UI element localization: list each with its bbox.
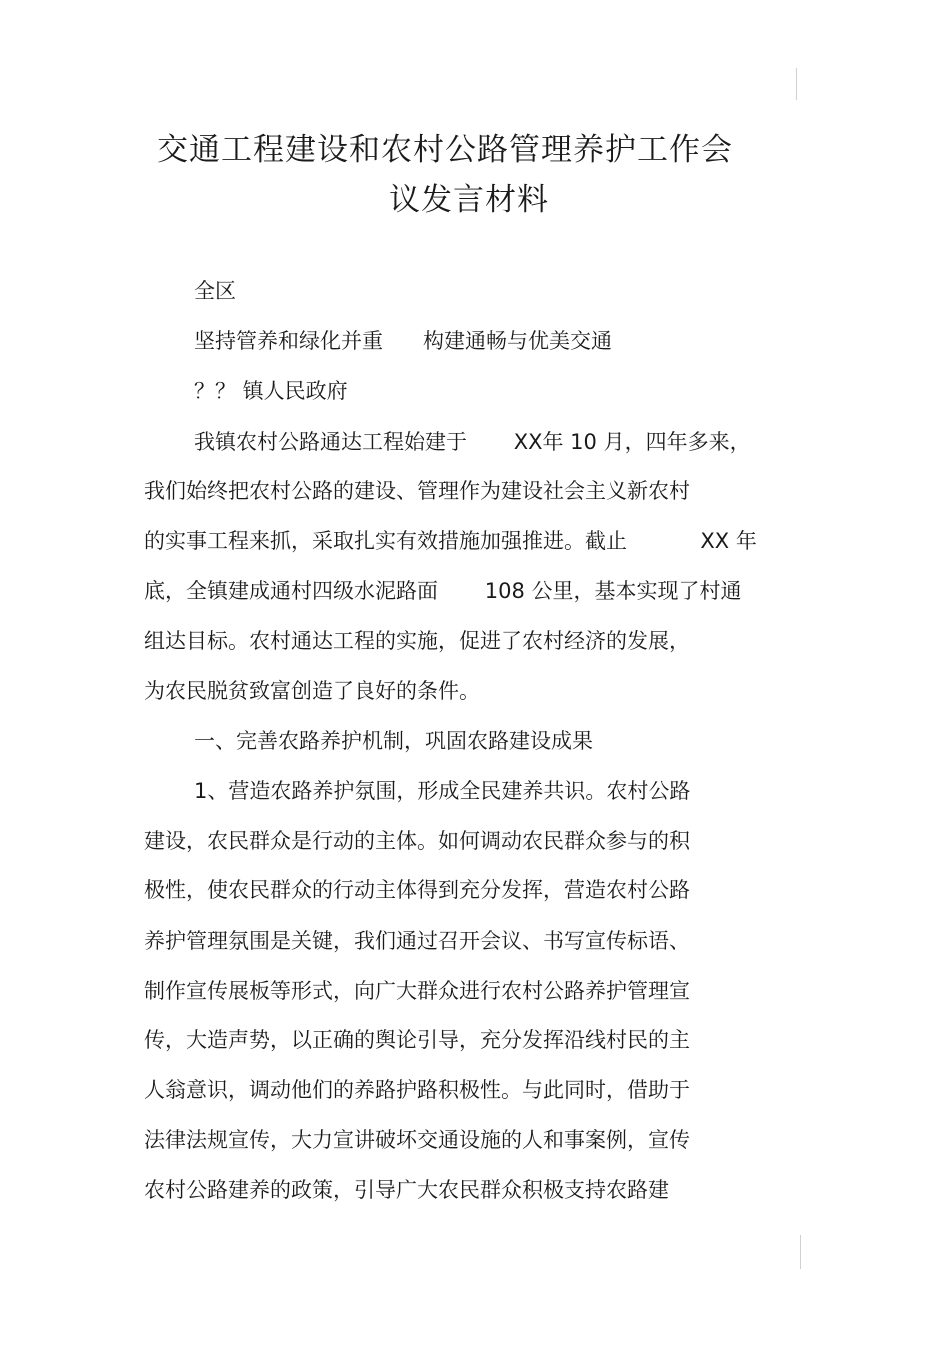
paragraph-line: 养护管理氛围是关键，我们通过召开会议、书写宣传标语、 [144,929,690,953]
text-line-author: ？？ 镇人民政府 [194,379,348,403]
paragraph-line: 建设，农民群众是行动的主体。如何调动农民群众参与的积 [144,829,690,853]
paragraph-line: 底，全镇建成通村四级水泥路面 108 公里，基本实现了村通 [144,579,742,603]
text-line-quanqu: 全区 [194,279,236,303]
paragraph-line: 法律法规宣传，大力宣讲破坏交通设施的人和事案例，宣传 [144,1128,690,1152]
paragraph-line: 我镇农村公路通达工程始建于 XX年 10 月，四年多来， [194,430,751,454]
paragraph-line: 组达目标。农村通达工程的实施，促进了农村经济的发展， [144,629,690,653]
title-line-1: 交通工程建设和农村公路管理养护工作会 [157,132,733,168]
paragraph-line: 人翁意识，调动他们的养路护路积极性。与此同时，借助于 [144,1078,690,1102]
paragraph-line: 极性，使农民群众的行动主体得到充分发挥，营造农村公路 [144,878,690,902]
title-line-2: 议发言材料 [389,182,549,218]
paragraph-line: 的实事工程来抓，采取扎实有效措施加强推进。截止 XX 年 [144,529,757,553]
crop-mark-bottom-right [800,1235,801,1269]
paragraph-line: 为农民脱贫致富创造了良好的条件。 [144,679,480,703]
paragraph-line: 1、营造农路养护氛围，形成全民建养共识。农村公路 [194,779,691,803]
paragraph-line: 我们始终把农村公路的建设、管理作为建设社会主义新农村 [144,479,690,503]
text-line-subtitle: 坚持管养和绿化并重 构建通畅与优美交通 [194,329,613,353]
paragraph-line: 传，大造声势，以正确的舆论引导，充分发挥沿线村民的主 [144,1028,690,1052]
crop-mark-top-right [796,68,797,100]
paragraph-line: 农村公路建养的政策，引导广大农民群众积极支持农路建 [144,1178,669,1202]
paragraph-line: 制作宣传展板等形式，向广大群众进行农村公路养护管理宣 [144,979,690,1003]
section-heading: 一、完善农路养护机制，巩固农路建设成果 [194,729,593,753]
